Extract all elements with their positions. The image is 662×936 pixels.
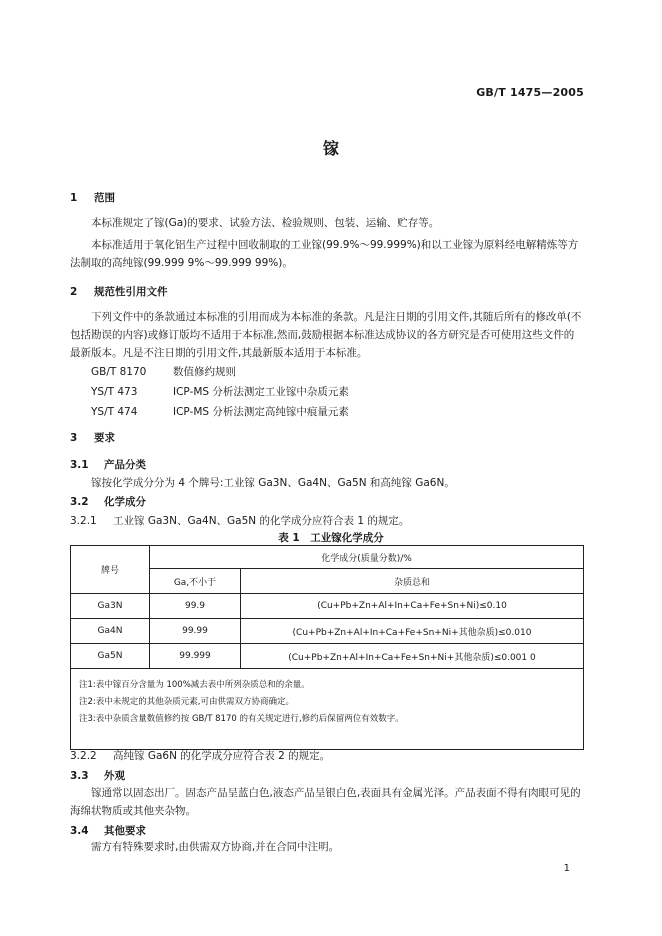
- cell-impurity: (Cu+Pb+Zn+Al+In+Ca+Fe+Sn+Ni+其他杂质)≤0.001 0: [241, 644, 584, 669]
- section-title: 规范性引用文件: [94, 286, 168, 298]
- standard-number: GB/T 1475—2005: [476, 86, 584, 99]
- appearance-text: 镓通常以固态出厂。固态产品呈蓝白色,液态产品呈银白色,表面具有金属光泽。产品表面不得有肉眼可见的海绵状物质或其他夹杂物。: [70, 787, 581, 817]
- chemical-composition-table: [70, 545, 584, 750]
- clause-number: 3.2.1: [70, 515, 97, 527]
- table-notes: [71, 669, 584, 750]
- cell-ga: 99.99: [150, 619, 241, 644]
- clause-3-2-2: [70, 748, 330, 763]
- clause-text: 高纯镓 Ga6N 的化学成分应符合表 2 的规定。: [113, 750, 331, 762]
- subsection-title: 产品分类: [104, 459, 146, 471]
- reference-title: ICP-MS 分析法测定工业镓中杂质元素: [173, 386, 349, 398]
- subsection-title: 外观: [104, 770, 125, 782]
- section-1-heading: [70, 190, 115, 205]
- cell-impurity: (Cu+Pb+Zn+Al+In+Ca+Fe+Sn+Ni)≤0.10: [241, 594, 584, 619]
- clause-3-2-1: [70, 513, 409, 528]
- section-number: 3: [70, 432, 78, 444]
- subsection-number: 3.1: [70, 459, 89, 471]
- section-2-heading: [70, 284, 168, 299]
- reference-title: ICP-MS 分析法测定高纯镓中痕量元素: [173, 406, 349, 418]
- table-1-caption: 表 1 工业镓化学成分: [278, 532, 384, 544]
- table-note: 注2:表中未规定的其他杂质元素,可由供需双方协商确定。: [79, 697, 294, 707]
- section-number: 2: [70, 286, 78, 298]
- table-row: [71, 619, 584, 644]
- document-title: 镓: [322, 139, 339, 158]
- normative-references-paragraph: 下列文件中的条款通过本标准的引用而成为本标准的条款。凡是注日期的引用文件,其随后所有的修改单(不包括勘误的内容)或修订版均不适用于本标准,然而,鼓励根据本标准达成协议的各方研究是否可使用这些文件的最新版本。凡是不注日期的引用文件,其最新版本适用于本标准。: [70, 311, 582, 359]
- header-impurity-total: 杂质总和: [241, 569, 584, 594]
- table-note: 注1:表中镓百分含量为 100%减去表中所列杂质总和的余量。: [79, 680, 310, 690]
- subsection-number: 3.3: [70, 770, 89, 782]
- page-number: 1: [563, 863, 570, 874]
- subsection-3-1-heading: [70, 457, 146, 472]
- subsection-title: 其他要求: [104, 825, 146, 837]
- table-note: 注3:表中杂质含量数值修约按 GB/T 8170 的有关规定进行,修约后保留两位有效数字。: [79, 714, 404, 724]
- section-title: 要求: [94, 432, 115, 444]
- subsection-number: 3.2: [70, 496, 89, 508]
- scope-paragraph-2: 本标准适用于氧化铝生产过程中回收制取的工业镓(99.9%～99.999%)和以工业镓为原料经电解精炼等方法制取的高纯镓(99.999 9%～99.999 99%)。: [70, 239, 579, 269]
- subsection-3-2-heading: [70, 494, 146, 509]
- section-title: 范围: [94, 192, 115, 204]
- cell-ga: 99.999: [150, 644, 241, 669]
- subsection-number: 3.4: [70, 825, 89, 837]
- cell-impurity: (Cu+Pb+Zn+Al+In+Ca+Fe+Sn+Ni+其他杂质)≤0.010: [241, 619, 584, 644]
- reference-item: [91, 404, 349, 419]
- subsection-3-4-heading: [70, 823, 146, 838]
- section-number: 1: [70, 192, 78, 204]
- subsection-3-3-heading: [70, 768, 125, 783]
- reference-code: GB/T 8170: [91, 366, 147, 378]
- header-grade: 牌号: [71, 546, 150, 594]
- table-row: [71, 644, 584, 669]
- cell-grade: Ga5N: [71, 644, 150, 669]
- cell-grade: Ga4N: [71, 619, 150, 644]
- classification-text: 镓按化学成分分为 4 个牌号:工业镓 Ga3N、Ga4N、Ga5N 和高纯镓 Ga6N。: [91, 477, 455, 489]
- reference-item: [91, 364, 236, 379]
- cell-grade: Ga3N: [71, 594, 150, 619]
- cell-ga: 99.9: [150, 594, 241, 619]
- reference-code: YS/T 473: [91, 386, 138, 398]
- reference-code: YS/T 474: [91, 406, 138, 418]
- section-3-heading: [70, 430, 115, 445]
- reference-item: [91, 384, 349, 399]
- clause-number: 3.2.2: [70, 750, 97, 762]
- subsection-title: 化学成分: [104, 496, 146, 508]
- table-row: [71, 594, 584, 619]
- header-composition: 化学成分(质量分数)/%: [150, 546, 584, 569]
- other-requirements-text: 需方有特殊要求时,由供需双方协商,并在合同中注明。: [91, 841, 340, 853]
- header-ga-min: Ga,不小于: [150, 569, 241, 594]
- reference-title: 数值修约规则: [173, 366, 236, 378]
- clause-text: 工业镓 Ga3N、Ga4N、Ga5N 的化学成分应符合表 1 的规定。: [113, 515, 410, 527]
- scope-paragraph-1: 本标准规定了镓(Ga)的要求、试验方法、检验规则、包装、运输、贮存等。: [91, 217, 440, 229]
